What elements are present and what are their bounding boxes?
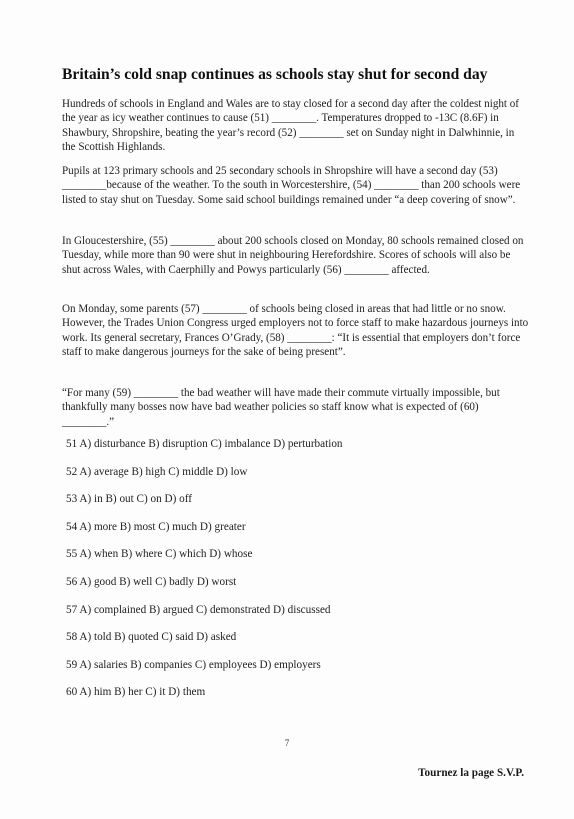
paragraph-3: In Gloucestershire, (55) ________ about 200 schools closed on Monday, 80 schools remained closed on Tuesday, while more than 90 were shut in neighbouring Herefordshire. Scores of schools will also be shut across Wales, with Caerphilly and Powys particularly (56) ________ affected. — [62, 235, 524, 276]
question-55-options: 55 A) when B) where C) which D) whose — [66, 548, 253, 561]
answer-options-list — [66, 437, 526, 713]
paragraph-4: On Monday, some parents (57) ________ of schools being closed in areas that had little or no snow. However, the Trades Union Congress urged employers not to force staff to make hazardous journeys into work. Its general secretary, Frances O’Grady, (58) ________: “It is essential that employers don’t force staff to make dangerous journeys for the sake of being present”. — [62, 303, 529, 359]
question-59-options: 59 A) salaries B) companies C) employees D) employers — [66, 658, 321, 671]
question-60-options: 60 A) him B) her C) it D) them — [66, 686, 206, 699]
paragraph-1: Hundreds of schools in England and Wales are to stay closed for a second day after the coldest night of the year as icy weather continues to cause (51) ________. Temperatures dropped to -13C (8.6F) in Shawbury, Shropshire, beating the year’s record (52) ________ set on Sunday night in Dalwhinnie, in the Scottish Highlands. — [62, 98, 520, 154]
question-56-options: 56 A) good B) well C) badly D) worst — [66, 575, 237, 588]
paragraph-5: “For many (59) ________ the bad weather will have made their commute virtually impossible, but thankfully many bosses now have bad weather policies so staff know what is expected of (60) ________.” — [62, 387, 500, 428]
question-53-options: 53 A) in B) out C) on D) off — [66, 493, 192, 506]
question-57-options: 57 A) complained B) argued C) demonstrated D) discussed — [66, 603, 331, 616]
question-54-options: 54 A) more B) most C) much D) greater — [66, 520, 246, 533]
footer-turn-page: Tournez la page S.V.P. — [418, 767, 524, 779]
article-title: Britain’s cold snap continues as schools stay shut for second day — [62, 66, 488, 83]
page-number: 7 — [284, 738, 290, 748]
question-58-options: 58 A) told B) quoted C) said D) asked — [66, 631, 237, 644]
question-51-options: 51 A) disturbance B) disruption C) imbalance D) perturbation — [66, 438, 343, 450]
paragraph-2: Pupils at 123 primary schools and 25 secondary schools in Shropshire will have a second day (53) ________because of the weather. To the south in Worcestershire, (54) ________ than 200 schools were listed to stay shut on Tuesday. Some said school buildings remained under “a deep covering of snow”. — [62, 165, 521, 206]
question-52-options: 52 A) average B) high C) middle D) low — [66, 465, 248, 478]
